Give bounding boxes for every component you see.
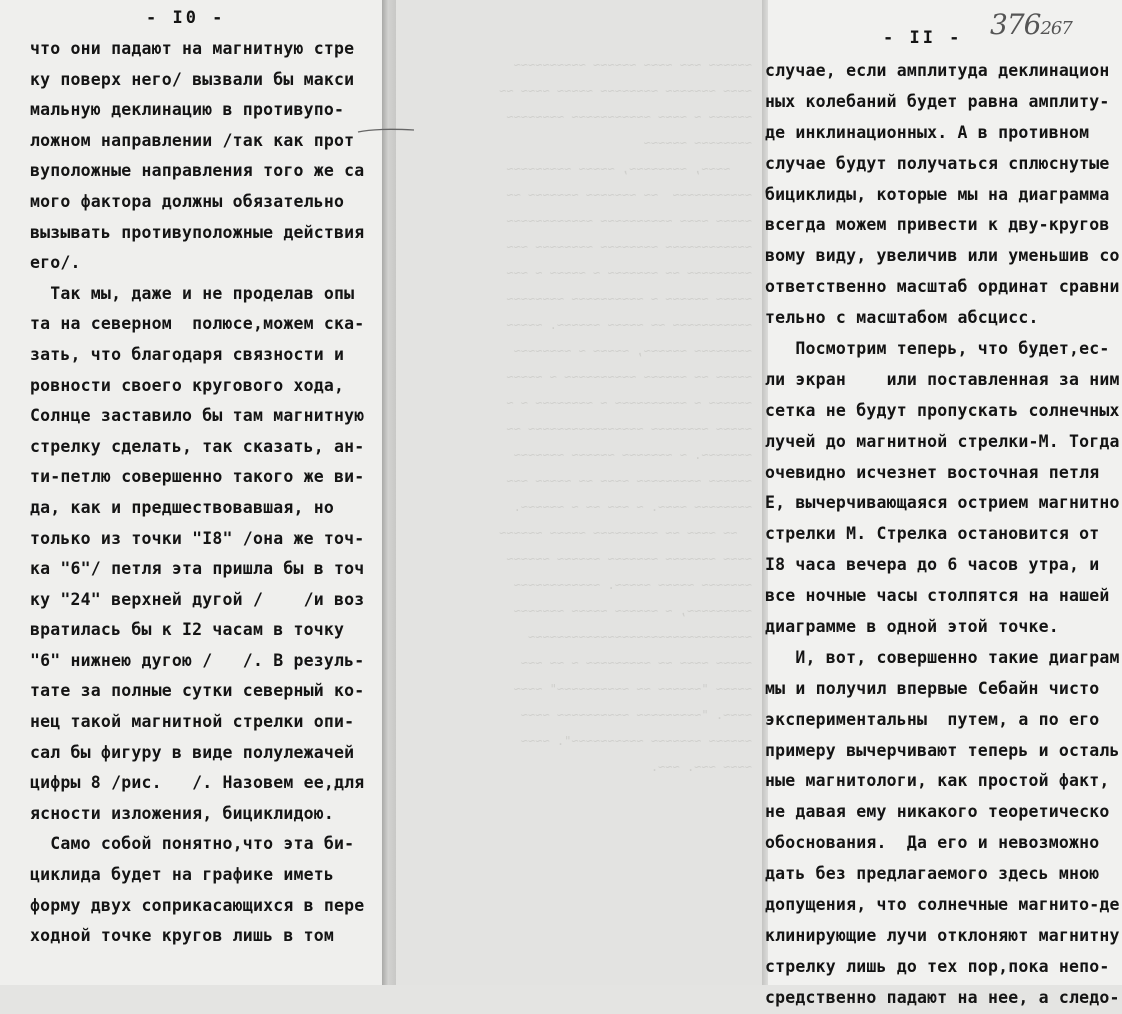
text-line: тате за полные сутки северный ко- bbox=[30, 681, 365, 701]
text-line: "6" нижнею дугою / /. В резуль- bbox=[30, 650, 365, 670]
text-line: диаграмме в одной этой точке. bbox=[765, 617, 1059, 637]
text-line: случае, если амплитуда деклинацион bbox=[765, 61, 1110, 80]
text-line: бициклиды, которые мы на диаграмма bbox=[765, 184, 1110, 204]
text-line: вратилась бы к I2 часам в точку bbox=[30, 620, 345, 640]
text-line: сал бы фигуру в виде полулежачей bbox=[30, 742, 355, 762]
page-gutter bbox=[382, 0, 396, 985]
text-line: лучей до магнитной стрелки-М. Тогда bbox=[765, 431, 1120, 451]
text-line: ку "24" верхней дугой / /и воз bbox=[30, 589, 365, 609]
text-line: не давая ему никакого теоретическо bbox=[765, 802, 1110, 822]
text-line: Е, вычерчивающаяся острием магнитно bbox=[765, 493, 1120, 513]
text-line: стрелки М. Стрелка остановится от bbox=[765, 524, 1100, 544]
text-line: нец такой магнитной стрелки опи- bbox=[30, 712, 355, 732]
text-line: клинирующие лучи отклоняют магнитну bbox=[765, 925, 1120, 945]
text-line: мальную деклинацию в противупо- bbox=[30, 100, 345, 120]
archive-page-stamp bbox=[990, 8, 1072, 41]
archive-number: 376 bbox=[990, 8, 1041, 41]
text-line: ку поверх него/ вызвали бы макси bbox=[30, 69, 355, 89]
text-line: экспериментальны путем, а по его bbox=[765, 709, 1100, 729]
text-line: вому виду, увеличив или уменьшив со bbox=[765, 246, 1120, 266]
text-line: средственно падают на нее, а следо- bbox=[765, 987, 1120, 1007]
text-line: форму двух соприкасающихся в пере bbox=[30, 895, 365, 915]
text-line: Само собой понятно,что эта би- bbox=[30, 834, 355, 854]
left-page-number: - I0 - bbox=[146, 8, 226, 28]
text-line: I8 часа вечера до 6 часов утра, и bbox=[765, 555, 1100, 575]
text-line: вызывать противуположные действия bbox=[30, 222, 365, 242]
text-line: сетка не будут пропускать солнечных bbox=[765, 400, 1120, 420]
text-line: тельно с масштабом абсцисс. bbox=[765, 308, 1039, 328]
text-line: ти-петлю совершенно такого же ви- bbox=[30, 467, 365, 487]
text-line: случае будут получаться сплюснутые bbox=[765, 153, 1110, 173]
text-line: И, вот, совершенно такие диаграм bbox=[765, 647, 1120, 667]
text-line: обоснования. Да его и невозможно bbox=[765, 833, 1100, 853]
text-line: ходной точке кругов лишь в том bbox=[30, 926, 335, 946]
text-line: цифры 8 /рис. /. Назовем ее,для bbox=[30, 773, 365, 793]
text-line: стрелку лишь до тех пор,пока непо- bbox=[765, 956, 1110, 976]
text-line: зать, что благодаря связности и bbox=[30, 344, 345, 364]
text-line: мого фактора должны обязательно bbox=[30, 191, 345, 211]
text-line: примеру вычерчивают теперь и осталь bbox=[765, 740, 1120, 760]
text-line: очевидно исчезнет восточная петля bbox=[765, 462, 1100, 482]
text-line: Солнце заставило бы там магнитную bbox=[30, 406, 365, 426]
text-line: ровности своего кругового хода, bbox=[30, 375, 345, 395]
text-line: допущения, что солнечные магнито-де bbox=[765, 895, 1120, 915]
text-line: де инклинационных. А в противном bbox=[765, 122, 1090, 142]
text-line: ные магнитологи, как простой факт, bbox=[765, 771, 1110, 791]
text-line: ложном направлении /так как прот bbox=[30, 130, 355, 150]
text-line: ных колебаний будет равна амплиту- bbox=[765, 91, 1110, 111]
text-line: все ночные часы столпятся на нашей bbox=[765, 586, 1110, 606]
left-page-text bbox=[30, 34, 376, 952]
bleed-through-text: ~~~~~~ ~~~ ~~~~ ~~~~~~ ~~~~~~~~~~ ~~~~ ~~~~~~~ ~~~~~~~~ ~~~~~ ~~~~ ~~ ~~~~~~ ~ ~~~~ ~~~~~~~~~~~ ~~~~~~~~ ~~~~~~~~ ~~~~~~ ~~~~, ~~~~~~~~, ~~~~~ ~~~~~~~~~ ~~~~~~~~~~~ ~~ ~~~~~~~ ~~~~~~~ ~~ ~~~~~ ~~~~ ~~~~~~~~~~ ~~~~~~~~~~~~ ~~~~~~~~~~~~ ~~~~~~~~ ~~~~~~~~ ~~~ ~~~~~~~~~ ~~ ~~~~~~~ ~ ~~~~~ ~ ~~~ ~~~~~ ~~~~~~ ~ ~~~~~~~~~~ ~~~~~~~~ ~~~~~~~~~~~ ~~ ~~~~~ ~~~~~~. ~~~~~ ~~~~~~~~ ~~~~~~, ~~~~~ ~ ~~~~~~~~ ~~~~~ ~~ ~~~~~~ ~~~~~~~~~~ ~ ~~~~~ ~~~~~~ ~ ~~~~~~~~~~ ~ ~~~~~~~~ ~ ~ ~~~~~ ~~~~~~~~ ~~~~~~~~~~~~~~~~ ~~ ~~~~~~~. ~ ~~~~~~~ ~~~~~~ ~~~~~~~ ~~~~~~ ~~~~~~~~~ ~~~~ ~~ ~~~~~ ~~~ ~~~~~~~~ ~~~~. ~ ~~~ ~~ ~ ~~~~~~. ~~ ~~~~ ~~ ~~~~~~~~~ ~~~~~ ~~~~~~ ~~~~ ~~~~~~~ ~~~~~~~ ~~~~~~ ~~~~~~ ~~~~~~~ ~~~~~ ~~~~~. ~~~~~~~~~~~~ ~~~~~~~~~, ~ ~~~~~~ ~~~~~ ~~~~~~~ ~~~~~~~~~~~~~~~~~~~~~~~~~~~~~~~ ~~~~~ ~~~~ ~~ ~~~~~~~~~ ~ ~~ ~~~ ~~~~~ "~~~~~~ ~~ ~~~~~~~~~~" ~~~~ ~~~~. "~~~~~~~~~ ~~~~~~~~~~ ~~~~ ~~~~~~ ~~~~~~~ ~~~~~~~~~~". ~~~~ ~~~~ ~~~. ~~~. bbox=[499, 58, 752, 774]
text-line: вуположные направления того же са bbox=[30, 161, 365, 181]
text-line: циклида будет на графике иметь bbox=[30, 865, 335, 885]
text-line: мы и получил впервые Себайн чисто bbox=[765, 678, 1100, 698]
text-line: его/. bbox=[30, 253, 81, 273]
text-line: да, как и предшествовавшая, но bbox=[30, 497, 335, 517]
text-line: ка "6"/ петля эта пришла бы в точ bbox=[30, 559, 365, 579]
right-page-number: - II - bbox=[883, 28, 963, 48]
text-line: Так мы, даже и не проделав опы bbox=[30, 283, 355, 303]
text-line: всегда можем привести к дву-кругов bbox=[765, 215, 1110, 235]
text-line: ли экран или поставленная за ним bbox=[765, 369, 1120, 389]
text-line: только из точки "I8" /она же точ- bbox=[30, 528, 365, 548]
text-line: Посмотрим теперь, что будет,ес- bbox=[765, 339, 1110, 359]
text-line: дать без предлагаемого здесь мною bbox=[765, 864, 1100, 884]
text-line: ясности изложения, бициклидою. bbox=[30, 803, 335, 823]
right-page-text bbox=[765, 56, 1122, 1014]
text-line: стрелку сделать, так сказать, ан- bbox=[30, 436, 365, 456]
text-line: что они падают на магнитную стре bbox=[30, 39, 355, 58]
text-line: та на северном полюсе,можем ска- bbox=[30, 314, 365, 334]
text-line: ответственно масштаб ординат сравни bbox=[765, 277, 1120, 297]
archive-number-secondary: 267 bbox=[1040, 18, 1072, 39]
